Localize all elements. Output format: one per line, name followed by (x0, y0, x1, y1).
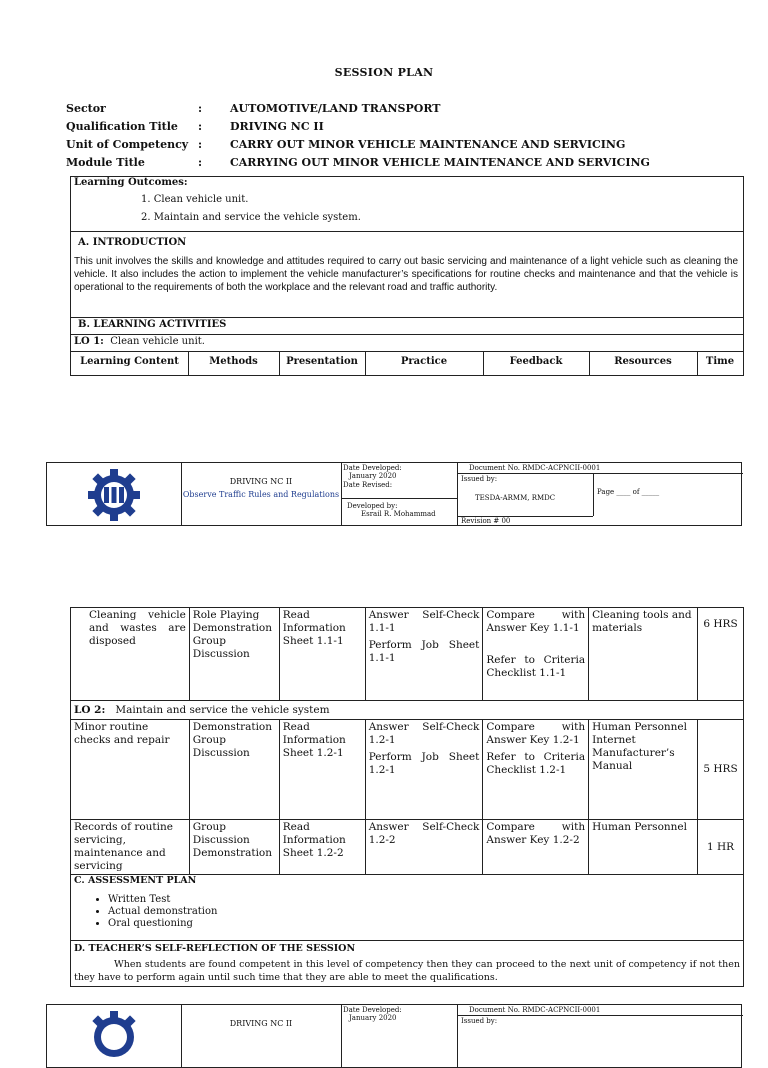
cell-practice: Answer Self-Check 1.2-1 Perform Job Sheet 1.2-1 (365, 720, 483, 820)
learning-outcome-item: 2. Maintain and service the vehicle system. (141, 212, 361, 223)
footer-course: DRIVING NC II (229, 477, 293, 486)
cell-resources: Cleaning tools and materials (589, 608, 698, 701)
lo2-label: LO 2: Maintain and service the vehicle system (71, 701, 744, 720)
introduction-text: This unit involves the skills and knowledge and attitudes required to carry out basic servicing and maintenance of a light vehicle such as cleaning the vehicle. It also includes the action to implement the vehicle manufacturer’s specifications for routine checks and maintenance and that the vehicle is operational to the requirements of both the workplace and the relevant road and traffic authority. (74, 256, 738, 293)
assessment-list (74, 894, 740, 930)
cell-presentation: Read Information Sheet 1.2-1 (279, 720, 365, 820)
assessment-plan (71, 875, 744, 941)
cell-feedback: Compare with Answer Key 1.2-2 (483, 820, 589, 875)
learning-activities-heading: B. LEARNING ACTIVITIES (78, 319, 227, 330)
cell-content: Records of routine servicing, maintenance and servicing (71, 820, 190, 875)
footer-revision: Revision # 00 (461, 517, 511, 525)
assessment-heading: C. ASSESSMENT PLAN (74, 875, 197, 886)
lo1-row: LO 1: Clean vehicle unit. (74, 336, 205, 347)
activities-table (70, 607, 744, 987)
reflection-heading: D. TEACHER’S SELF-REFLECTION OF THE SESSION (74, 943, 356, 954)
list-item: • Oral questioning (108, 918, 740, 930)
document-footer (46, 462, 742, 526)
footer-date-developed-label: Date Developed: (343, 1006, 402, 1014)
cell-presentation: Read Information Sheet 1.1-1 (279, 608, 365, 701)
cell-feedback: Compare with Answer Key 1.2-1 Refer to Criteria Checklist 1.2-1 (483, 720, 589, 820)
cell-feedback: Compare with Answer Key 1.1-1 Refer to Criteria Checklist 1.1-1 (483, 608, 589, 701)
cell-time: 5 HRS (698, 720, 744, 820)
column-header: Resources (614, 356, 672, 367)
cell-methods: Demonstration Group Discussion (189, 720, 279, 820)
footer-issued-by: TESDA-ARMM, RMDC (475, 494, 556, 502)
footer-document-no: Document No. RMDC-ACPNCII-0001 (469, 1006, 601, 1014)
cell-content: Cleaning vehicle and wastes are disposed (71, 608, 190, 701)
assessment-row (71, 875, 744, 941)
document-footer (46, 1004, 742, 1068)
cell-presentation: Read Information Sheet 1.2-2 (279, 820, 365, 875)
column-header: Methods (209, 356, 258, 367)
cell-time: 6 HRS (698, 608, 744, 701)
reflection-row (71, 941, 744, 987)
footer-date-developed: January 2020 (349, 1014, 397, 1022)
footer-date-developed: January 2020 (349, 472, 397, 480)
teacher-reflection (71, 941, 744, 987)
column-header: Feedback (509, 356, 563, 367)
footer-issued-by-label: Issued by: (461, 1017, 498, 1025)
lo2-row (71, 701, 744, 720)
page-title: SESSION PLAN (334, 66, 434, 79)
footer-course: DRIVING NC II (229, 1019, 293, 1028)
introduction-heading: A. INTRODUCTION (78, 237, 187, 248)
footer-developed-by-label: Developed by: (347, 502, 398, 510)
column-header: Presentation (286, 356, 358, 367)
footer-page: Page ____ of _____ (597, 488, 660, 496)
learning-outcomes-heading: Learning Outcomes: (74, 177, 188, 188)
footer-developed-by: Esrail R. Mohammad (361, 510, 436, 518)
cell-resources: Human Personnel Internet Manufacturer’s Manual (589, 720, 698, 820)
cell-methods: Role Playing Demonstration Group Discussion (189, 608, 279, 701)
list-item: • Written Test (108, 894, 740, 906)
list-item: • Actual demonstration (108, 906, 740, 918)
table-row (71, 820, 744, 875)
footer-issued-by-label: Issued by: (461, 475, 498, 483)
table-row (71, 608, 744, 701)
cell-resources: Human Personnel (589, 820, 698, 875)
tesda-gear-logo-icon (79, 467, 149, 523)
footer-date-developed-label: Date Developed: (343, 464, 402, 472)
column-header: Learning Content (80, 356, 179, 367)
cell-time: 1 HR (698, 820, 744, 875)
footer-subtitle: Observe Traffic Rules and Regulations (182, 490, 340, 499)
cell-methods: Group Discussion Demonstration (189, 820, 279, 875)
cell-practice: Answer Self-Check 1.2-2 (365, 820, 483, 875)
cell-practice: Answer Self-Check 1.1-1 Perform Job Sheet 1.1-1 (365, 608, 483, 701)
cell-content: Minor routine checks and repair (71, 720, 190, 820)
reflection-text: When students are found competent in this level of competency then they can proceed to the next unit of competency if not then they have to perform again until such time that they are able to meet the qualifications. (74, 959, 740, 983)
tesda-gear-logo-icon (79, 1009, 149, 1065)
table-row (71, 720, 744, 820)
session-table-top (70, 176, 744, 376)
learning-outcome-item: 1. Clean vehicle unit. (141, 194, 249, 205)
footer-date-revised-label: Date Revised: (343, 481, 393, 489)
footer-document-no: Document No. RMDC-ACPNCII-0001 (469, 464, 601, 472)
column-header: Practice (400, 356, 448, 367)
column-header: Time (705, 356, 735, 367)
